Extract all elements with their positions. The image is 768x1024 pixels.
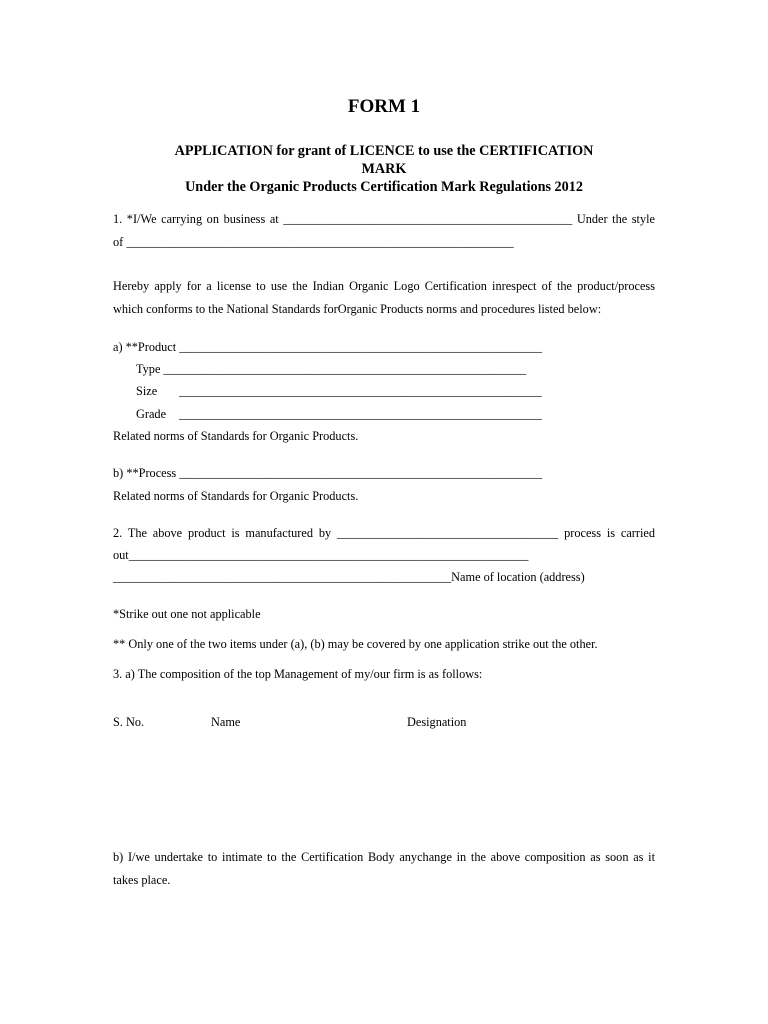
- hereby-apply-line-1: Hereby apply for a license to use the Indian Organic Logo Certification inrespect of the product/process: [113, 279, 655, 293]
- product-grade-blank: ___________________________________________________________: [179, 407, 542, 421]
- only-one-note: ** Only one of the two items under (a), (b) may be covered by one application strike out the other.: [113, 637, 598, 651]
- product-norms-text: Related norms of Standards for Organic Products.: [113, 429, 359, 443]
- product-line: a) **Product ___________________________________________________________: [113, 340, 543, 354]
- location-line: _______________________________________________________Name of location (address): [113, 570, 585, 584]
- form-title: FORM 1: [347, 96, 421, 117]
- column-header-name: Name: [211, 715, 241, 729]
- undertake-line-2: takes place.: [113, 873, 171, 887]
- management-composition-text: 3. a) The composition of the top Management of my/our firm is as follows:: [113, 667, 483, 681]
- product-grade-label: Grade: [136, 407, 167, 421]
- column-header-sno: S. No.: [113, 715, 145, 729]
- strike-out-note: *Strike out one not applicable: [113, 607, 261, 621]
- process-norms-text: Related norms of Standards for Organic Products.: [113, 489, 359, 503]
- process-line: b) **Process ___________________________________________________________: [113, 466, 543, 480]
- undertake-line-1: b) I/we undertake to intimate to the Certification Body anychange in the above composition as soon as it: [113, 850, 655, 864]
- manufactured-by-line: 2. The above product is manufactured by ____________________________________ process is carried: [113, 526, 655, 540]
- hereby-apply-line-2: which conforms to the National Standards forOrganic Products norms and procedures listed below:: [113, 302, 602, 316]
- product-size-blank: ___________________________________________________________: [179, 384, 542, 398]
- business-at-line: 1. *I/We carrying on business at _______________________________________________ Under the style: [113, 212, 655, 226]
- column-header-designation: Designation: [407, 715, 467, 729]
- carried-out-line: out_________________________________________________________________: [113, 548, 529, 562]
- heading-line-3: Under the Organic Products Certification Mark Regulations 2012: [185, 179, 583, 195]
- product-type-line: Type ___________________________________________________________: [136, 362, 527, 376]
- heading-line-1: APPLICATION for grant of LICENCE to use the CERTIFICATION: [174, 143, 594, 159]
- heading-line-2: MARK: [361, 161, 407, 177]
- product-size-label: Size: [136, 384, 158, 398]
- style-of-line: of _______________________________________________________________: [113, 235, 514, 249]
